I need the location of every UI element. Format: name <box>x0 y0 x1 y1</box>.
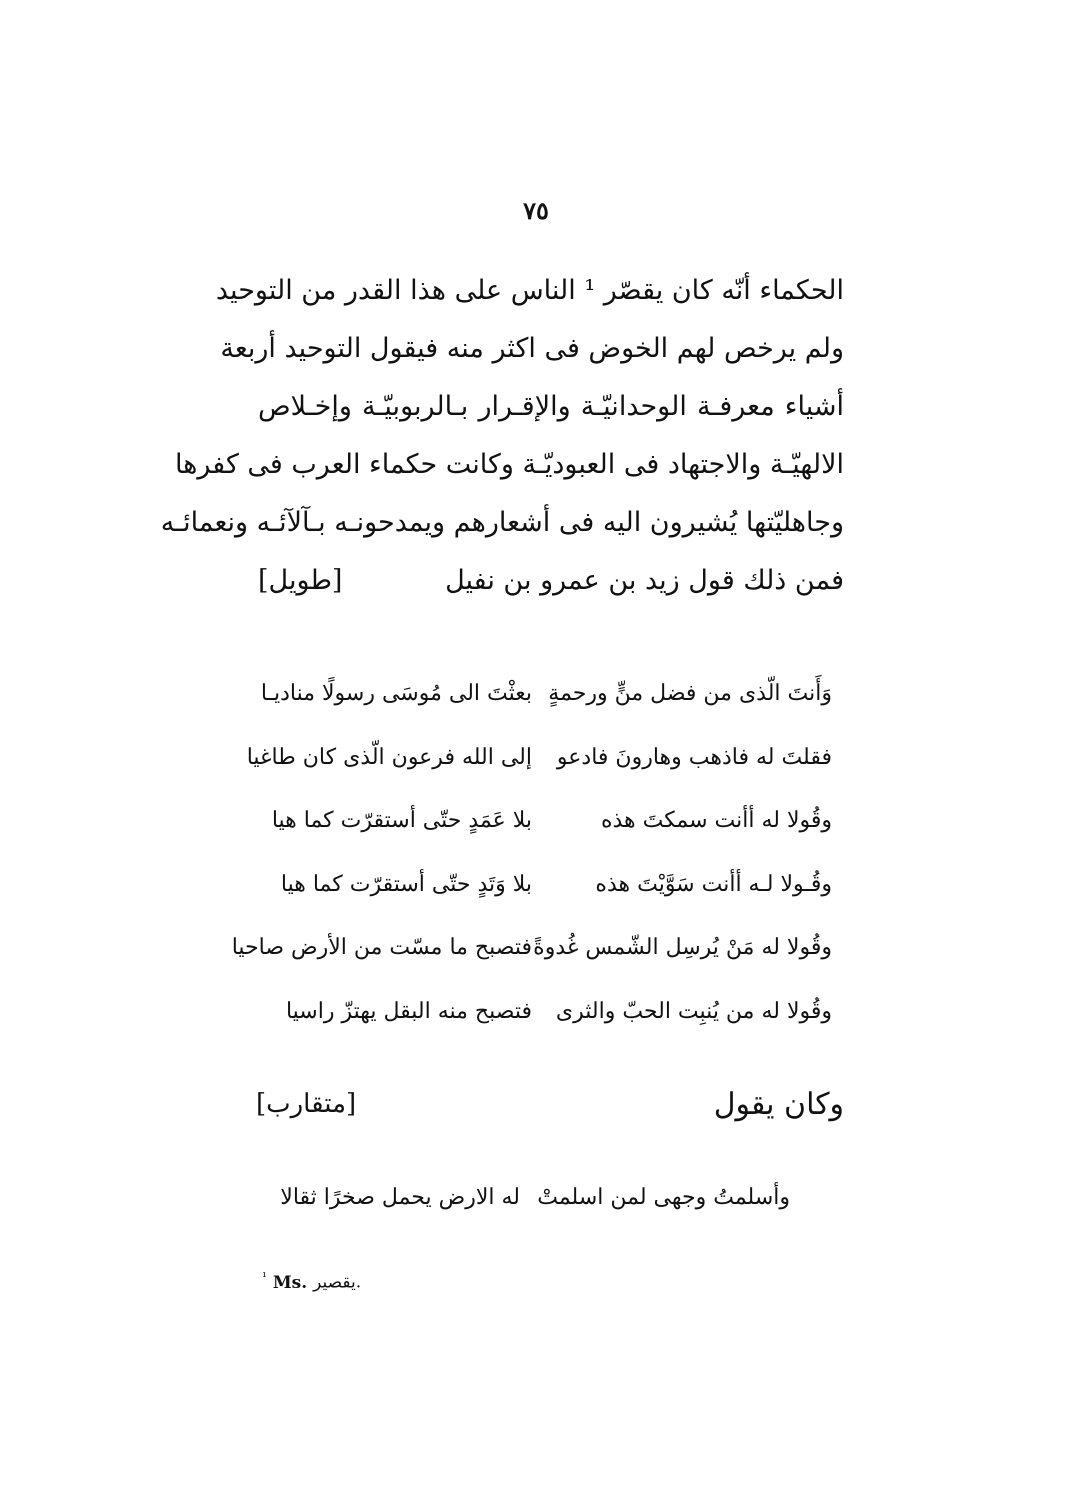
footnote-source: Ms. <box>272 1272 308 1293</box>
poem-block <box>280 1166 790 1230</box>
section-intro-text: وكان يقول <box>713 1086 844 1122</box>
prose-line: الالهيّـة والاجتهاد فى العبوديّـة وكانت حكماء العرب فى كفرها <box>174 449 844 480</box>
hemistich-first: وَأَنتَ الّذى من فضل منٍّ ورحمةٍ <box>548 681 832 706</box>
poem-block <box>231 662 832 1044</box>
verse <box>231 916 832 980</box>
hemistich-second: فتصبح ما مسّت من الأرض صاحيا <box>231 935 532 961</box>
hemistich-first: وقُـولا لـه أأنت سَوَّيْتَ هذه <box>595 871 832 897</box>
section-intro-line <box>256 1074 844 1134</box>
prose-line: الحكماء أنّه كان يقصّر ¹ الناس على هذا القدر من التوحيد <box>215 275 844 306</box>
footnote-end: . <box>355 1272 362 1293</box>
prose-line: وجاهليّتها يُشيرون اليه فى أشعارهم ويمدحونـه بـآلآئـه ونعمائـه <box>160 507 844 538</box>
prose-line: أشياء معرفـة الوحدانيّـة والإقـرار بـالربوبيّـة وإخـلاص <box>258 391 844 422</box>
hemistich-second: بلا عَمَدٍ حتّى أستقرّت كما هيا <box>271 808 532 834</box>
prose-paragraph <box>160 262 844 610</box>
hemistich-first: وأسلمتُ وجهى لمن اسلمتْ <box>537 1185 790 1210</box>
hemistich-first: وقُولا له مَنْ يُرسِل الشّمس غُدوةً <box>533 935 832 961</box>
poem-intro-line <box>258 552 844 610</box>
footnote-marker: ¹ <box>262 1270 267 1284</box>
hemistich-first: وقُولا له من يُنبِت الحبّ والثرى <box>555 998 832 1024</box>
hemistich-second: له الارض يحمل صخرًا ثقالا <box>280 1185 520 1210</box>
hemistich-second: فتصبح منه البقل يهتزّ راسيا <box>285 998 532 1024</box>
prose-line: ولم يرخص لهم الخوض فى اكثر منه فيقول التوحيد أربعة <box>220 333 844 364</box>
hemistich-second: إلى الله فرعون الّذى كان طاغيا <box>246 744 532 770</box>
footnote-word: يقصير <box>313 1272 356 1293</box>
hemistich-second: بلا وَتَدٍ حتّى أستقرّت كما هيا <box>280 871 532 897</box>
poem-intro-text: فمن ذلك قول زيد بن عمرو بن نفيل <box>445 565 844 596</box>
verse <box>270 789 832 853</box>
meter-label: [طويل] <box>258 565 343 596</box>
hemistich-first: فقلتَ له فاذهب وهارونَ فادعو <box>556 744 832 770</box>
page-number: ٧٥ <box>523 196 549 225</box>
verse <box>270 980 832 1044</box>
verse <box>280 1166 790 1230</box>
meter-label: [متقارب] <box>256 1089 357 1119</box>
hemistich-first: وقُولا له أأنت سمكتَ هذه <box>600 808 832 834</box>
verse <box>246 726 832 790</box>
footnote <box>262 1270 361 1293</box>
verse <box>270 853 832 917</box>
verse <box>260 662 832 726</box>
hemistich-second: بعثْتَ الى مُوسَى رسولًا مناديـا <box>260 681 532 706</box>
